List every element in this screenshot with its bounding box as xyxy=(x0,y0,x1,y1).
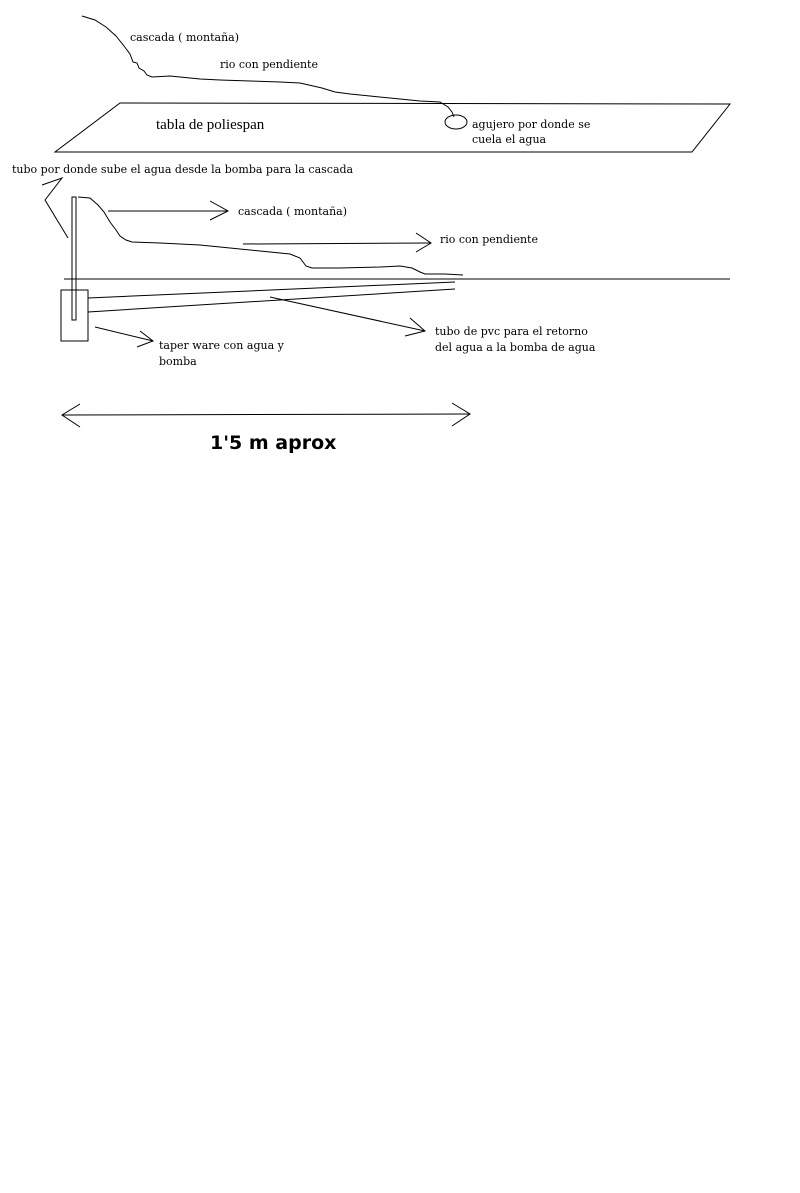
riser-tube xyxy=(72,197,76,320)
return-tube-label-line1: tubo de pvc para el retorno xyxy=(435,325,588,338)
return-tube-top xyxy=(88,282,455,298)
drain-hole xyxy=(445,115,467,129)
river-label-top: rio con pendiente xyxy=(220,58,318,71)
dimension-line xyxy=(62,414,470,415)
arrow-waterfall xyxy=(108,201,228,220)
waterfall-label-top: cascada ( montaña) xyxy=(130,31,240,44)
hole-label-line2: cuela el agua xyxy=(472,133,547,146)
arrow-container xyxy=(95,327,153,347)
dimension xyxy=(62,403,470,454)
board-label: tabla de poliespan xyxy=(156,117,265,133)
dimension-arrow-left xyxy=(62,404,80,427)
container-label-line1: taper ware con agua y xyxy=(159,339,284,352)
riser-tube-label: tubo por donde sube el agua desde la bomba para la cascada xyxy=(12,163,354,176)
riser-tube-pointer xyxy=(42,178,68,238)
arrow-river xyxy=(243,233,431,252)
return-tube-bottom xyxy=(88,289,455,312)
arrow-return-tube xyxy=(270,297,425,336)
pump-container xyxy=(61,290,88,341)
hole-label-line1: agujero por donde se xyxy=(472,118,591,131)
return-tube-label-line2: del agua a la bomba de agua xyxy=(435,341,596,354)
dimension-label: 1'5 m aprox xyxy=(210,432,337,454)
river-label-side: rio con pendiente xyxy=(440,233,538,246)
waterfall-label-side: cascada ( montaña) xyxy=(238,205,348,218)
container-label-line2: bomba xyxy=(159,355,197,368)
top-view xyxy=(55,16,730,152)
side-view xyxy=(12,163,730,368)
